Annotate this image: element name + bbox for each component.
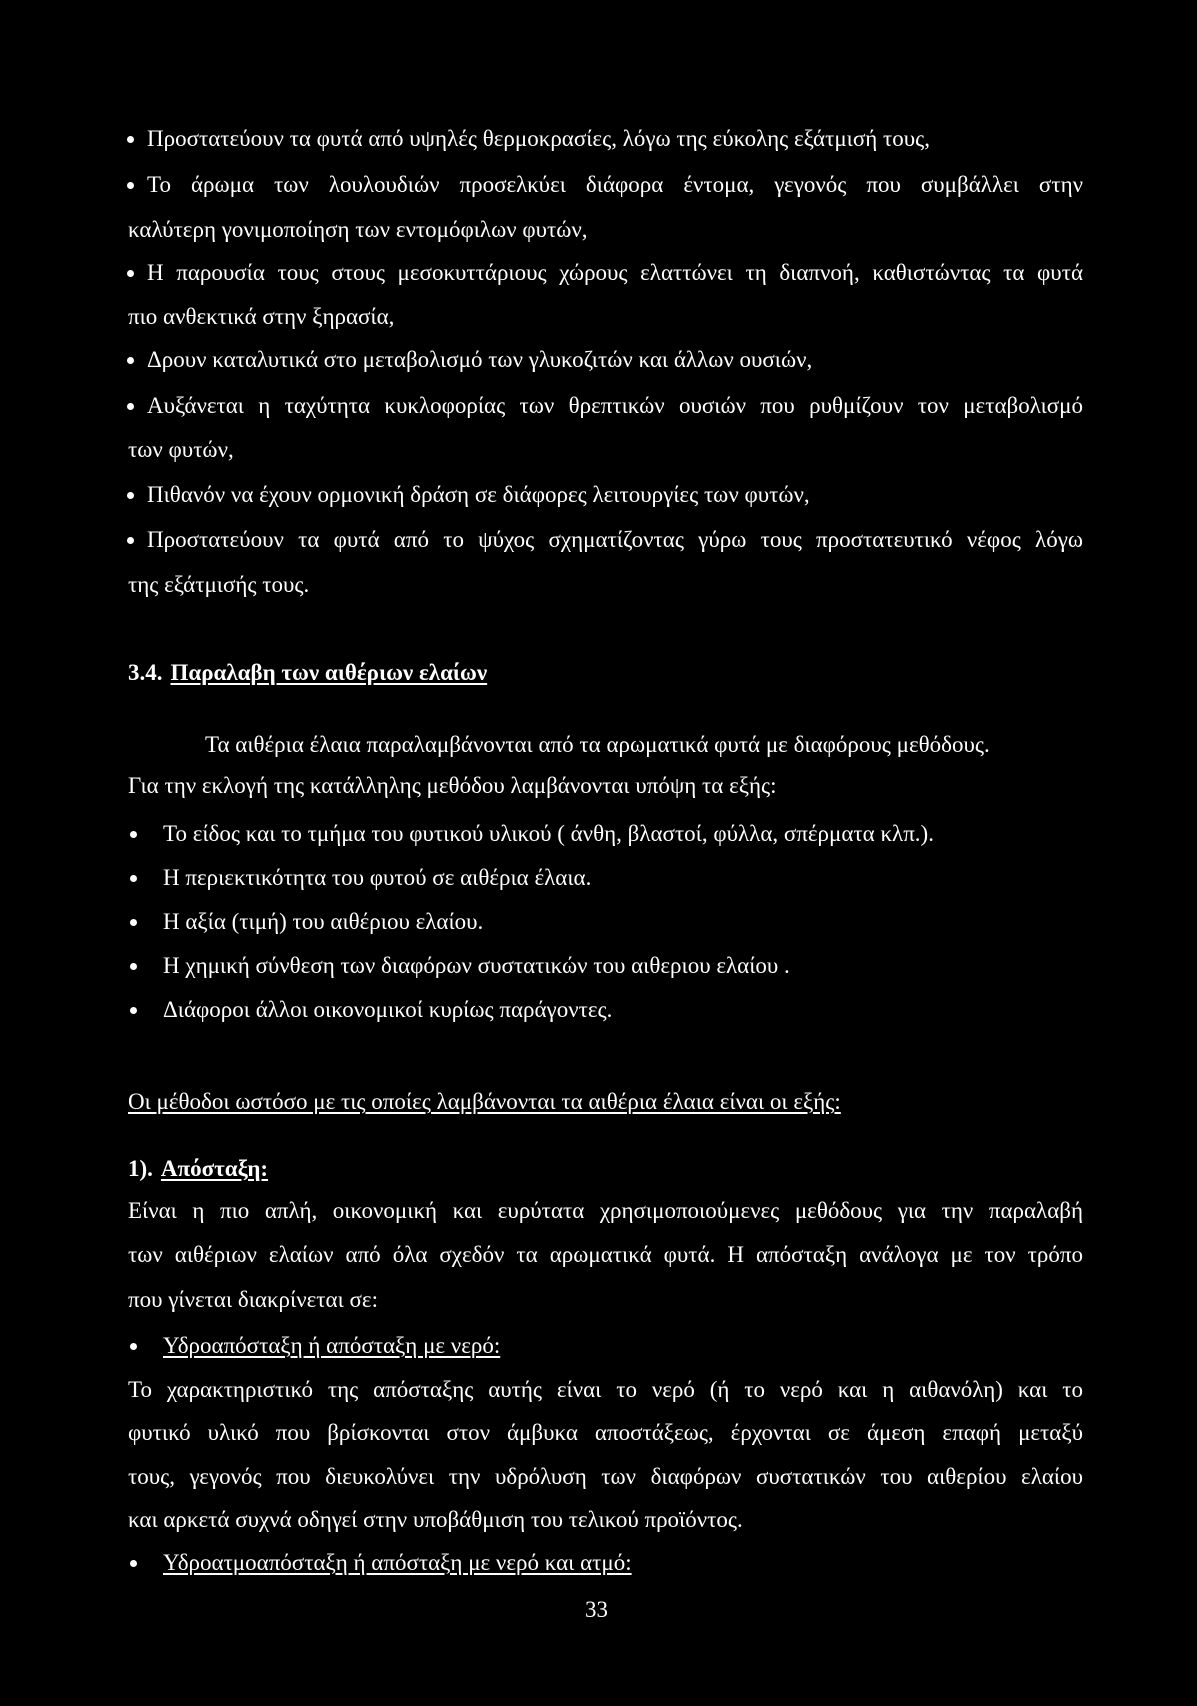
bullet-icon [130,919,137,926]
method-type-title: Υδροατμοαπόσταξη ή απόσταξη με νερό και ατμό: [163,1550,632,1575]
paragraph-line: τους, γεγονός που διευκολύνει την υδρόλυση των διαφόρων συστατικών του αιθερίου ελαίου [128,1464,1083,1489]
benefit-item-text: των φυτών, [128,437,234,462]
bullet-icon [130,963,137,970]
methods-heading: Οι μέθοδοι ωστόσο με τις οποίες λαμβάνονται τα αιθέρια έλαια είναι οι εξής: [128,1089,841,1114]
paragraph-line: Τα αιθέρια έλαια παραλαμβάνονται από τα αρωματικά φυτά με διαφόρους μεθόδους. [205,732,990,757]
paragraph-line: των αιθέριων ελαίων από όλα σχεδόν τα αρωματικά φυτά. Η απόσταξη ανάλογα με τον τρόπο [128,1242,1083,1267]
bullet-icon [130,1007,137,1014]
paragraph-line: φυτικό υλικό που βρίσκονται στον άμβυκα αποστάξεως, έρχονται σε άμεση επαφή μεταξύ [128,1420,1083,1445]
bullet-icon [130,1560,137,1567]
benefit-item-text: Το άρωμα των λουλουδιών προσελκύει διάφορα έντομα, γεγονός που συμβάλλει στην [147,172,1083,197]
benefit-item-text: Η παρουσία τους στους μεσοκυττάριους χώρους ελαττώνει τη διαπνοή, καθιστώντας τα φυτά [147,260,1083,285]
bullet-icon [130,831,137,838]
paragraph-line: που γίνεται διακρίνεται σε: [128,1287,378,1312]
benefit-item-text: Πιθανόν να έχουν ορμονική δράση σε διάφορες λειτουργίες των φυτών, [147,482,810,507]
method-type-title: Υδροαπόσταξη ή απόσταξη με νερό: [163,1333,501,1358]
criterion-text: Η αξία (τιμή) του αιθέριου ελαίου. [163,909,484,934]
benefit-item-text: καλύτερη γονιμοποίηση των εντομόφιλων φυτών, [128,217,588,242]
criterion-text: Η χημική σύνθεση των διαφόρων συστατικών του αιθεριου ελαίου . [163,953,790,978]
criterion-text: Διάφοροι άλλοι οικονομικοί κυρίως παράγοντες. [163,997,613,1022]
bullet-icon [127,537,134,544]
method-heading [128,1154,268,1184]
bullet-icon [127,492,134,499]
section-title: Παραλαβη των αιθέριων ελαίων [170,660,488,685]
bullet-icon [127,270,134,277]
benefit-item-text: της εξάτμισής τους. [128,572,310,597]
method-number: 1). [128,1156,153,1181]
bullet-icon [127,136,134,143]
bullet-icon [127,182,134,189]
benefit-item-text: Προστατεύουν τα φυτά από υψηλές θερμοκρασίες, λόγω της εύκολης εξάτμισή τους, [147,126,931,151]
bullet-icon [130,1343,137,1350]
criterion-text: Η περιεκτικότητα του φυτού σε αιθέρια έλαια. [163,865,592,890]
section-number: 3.4. [128,660,163,685]
paragraph-line: Το χαρακτηριστικό της απόσταξης αυτής είναι το νερό (ή το νερό και η αιθανόλη) και το [128,1377,1083,1402]
section-heading [128,658,487,688]
bullet-icon [127,403,134,410]
benefit-item-text: πιο ανθεκτικά στην ξηρασία, [128,304,395,329]
bullet-icon [127,357,134,364]
page-number: 33 [585,1597,608,1622]
paragraph-line: Για την εκλογή της κατάλληλης μεθόδου λαμβάνονται υπόψη τα εξής: [128,773,777,798]
benefit-item-text: Δρουν καταλυτικά στο μεταβολισμό των γλυκοζιτών και άλλων ουσιών, [147,347,813,372]
criterion-text: Το είδος και το τμήμα του φυτικού υλικού ( άνθη, βλαστοί, φύλλα, σπέρματα κλπ.). [163,821,934,846]
method-title: Απόσταξη: [160,1156,269,1181]
benefit-item-text: Προστατεύουν τα φυτά από το ψύχος σχηματίζοντας γύρω τους προστατευτικό νέφος λόγω [147,527,1083,552]
paragraph-line: Είναι η πιο απλή, οικονομική και ευρύτατα χρησιμοποιούμενες μεθόδους για την παραλαβή [128,1198,1083,1223]
benefit-item-text: Αυξάνεται η ταχύτητα κυκλοφορίας των θρεπτικών ουσιών που ρυθμίζουν τον μεταβολισμό [147,393,1083,418]
bullet-icon [130,875,137,882]
paragraph-line: και αρκετά συχνά οδηγεί στην υποβάθμιση του τελικού προϊόντος. [128,1507,743,1532]
